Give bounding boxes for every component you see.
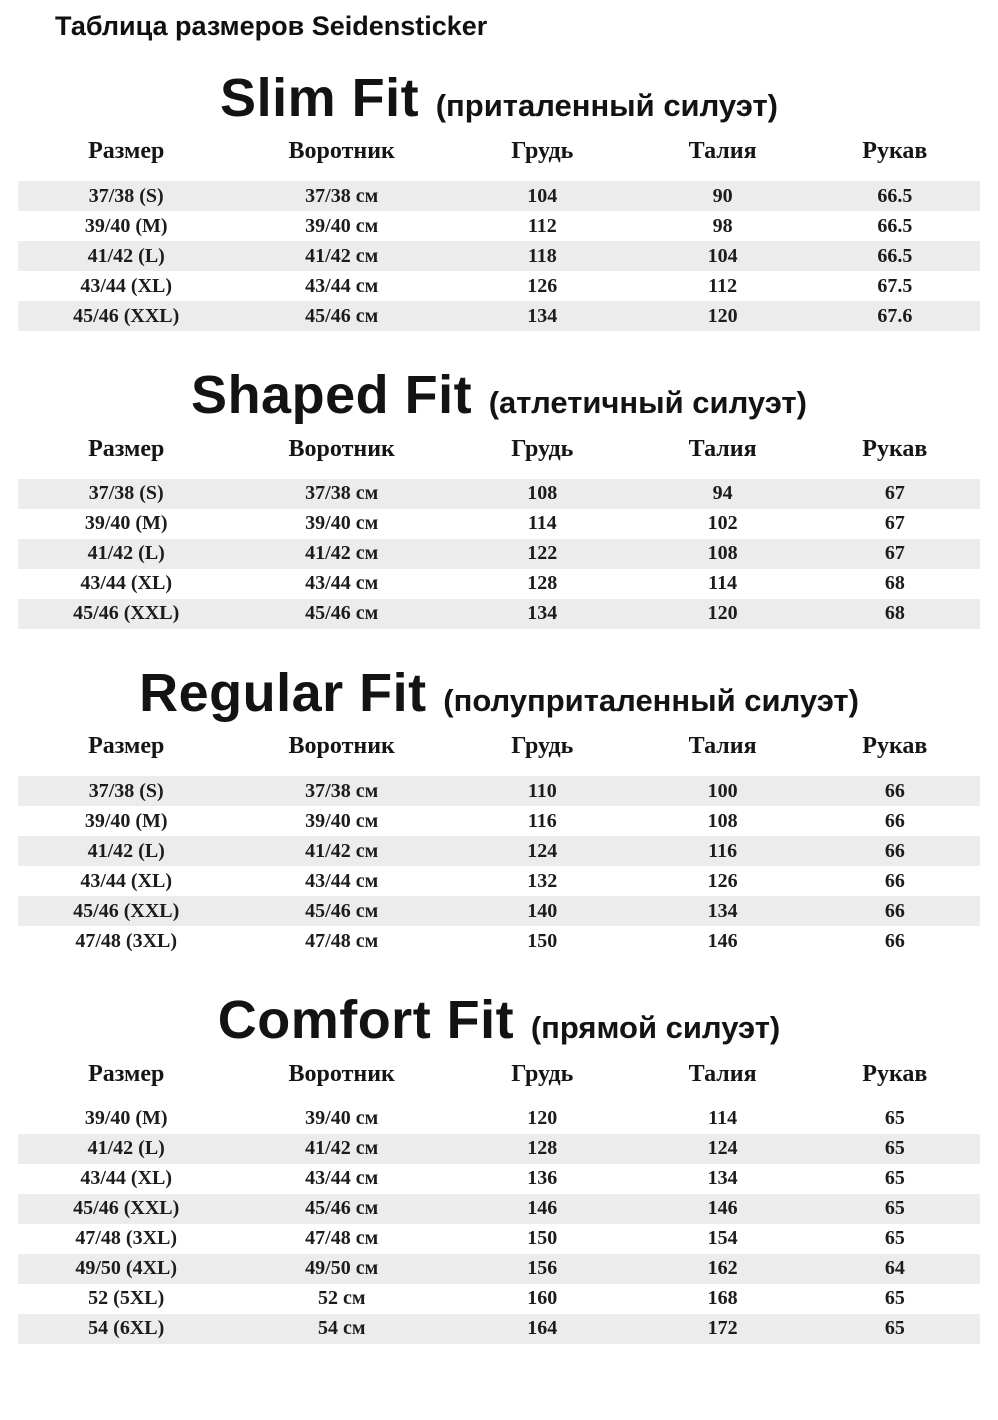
- table-row: [18, 1224, 980, 1254]
- table-row: [18, 479, 980, 509]
- cell: 162: [636, 1254, 810, 1284]
- column-header: Размер: [88, 733, 165, 760]
- section-title-en: Regular Fit: [139, 662, 427, 723]
- cell: 65: [884, 1227, 905, 1250]
- column-header: Воротник: [288, 435, 395, 462]
- cell: 43/44 (XL): [80, 1167, 173, 1190]
- fit-section-slim-fit: [0, 68, 998, 331]
- section-title-ru: (прямой силуэт): [530, 1010, 781, 1046]
- cell: 45/46 см: [234, 599, 449, 629]
- table-row: [18, 1164, 980, 1194]
- cell: 45/46 см: [234, 896, 449, 926]
- column-header: Талия: [688, 733, 757, 760]
- cell: 43/44 (XL): [80, 869, 173, 892]
- cell: 154: [707, 1227, 738, 1250]
- cell: 66: [884, 809, 905, 832]
- table-row: [18, 241, 980, 271]
- table-row: [18, 599, 980, 629]
- cell: 65: [884, 1167, 905, 1190]
- cell: 66.5: [810, 241, 980, 271]
- cell: 64: [810, 1254, 980, 1284]
- cell: 128: [449, 1134, 636, 1164]
- size-table: [18, 432, 980, 629]
- cell: 37/38 (S): [18, 181, 234, 211]
- cell: 168: [707, 1287, 738, 1310]
- cell: 41/42 см: [234, 1134, 449, 1164]
- cell: 100: [636, 776, 810, 806]
- cell: 65: [884, 1107, 905, 1130]
- table-row: [18, 926, 980, 956]
- cell: 114: [708, 1107, 738, 1130]
- cell: 146: [449, 1194, 636, 1224]
- cell: 108: [707, 809, 738, 832]
- cell: 41/42 см: [234, 539, 449, 569]
- cell: 41/42 (L): [18, 241, 234, 271]
- cell: 66: [884, 929, 905, 952]
- cell: 120: [636, 301, 810, 331]
- cell: 52 см: [317, 1287, 366, 1310]
- cell: 172: [636, 1314, 810, 1344]
- table-header-row: [18, 729, 980, 776]
- cell: 54 см: [234, 1314, 449, 1344]
- table-row: [18, 539, 980, 569]
- column-header: Грудь: [511, 435, 574, 462]
- column-header: Размер: [88, 435, 165, 462]
- table-row: [18, 1194, 980, 1224]
- cell: 39/40 (M): [84, 1107, 168, 1130]
- table-row: [18, 1254, 980, 1284]
- cell: 134: [449, 301, 636, 331]
- column-header: Талия: [688, 435, 757, 462]
- cell: 102: [707, 512, 738, 535]
- cell: 98: [712, 214, 733, 237]
- table-row: [18, 836, 980, 866]
- table-row: [18, 1134, 980, 1164]
- cell: 41/42 (L): [18, 1134, 234, 1164]
- cell: 124: [449, 836, 636, 866]
- cell: 45/46 (XXL): [18, 599, 234, 629]
- cell: 126: [707, 869, 738, 892]
- cell: 39/40 см: [305, 1107, 379, 1130]
- cell: 160: [527, 1287, 558, 1310]
- cell: 39/40 (M): [84, 809, 168, 832]
- cell: 94: [636, 479, 810, 509]
- cell: 140: [449, 896, 636, 926]
- cell: 47/48 см: [305, 929, 379, 952]
- fit-section-comfort-fit: [0, 990, 998, 1343]
- page-title: Таблица размеров Seidensticker: [55, 11, 488, 41]
- section-title-ru: (атлетичный силуэт): [488, 385, 807, 421]
- column-header: Грудь: [511, 138, 574, 165]
- cell: 49/50 см: [234, 1254, 449, 1284]
- cell: 65: [810, 1194, 980, 1224]
- section-title: [0, 990, 998, 1050]
- cell: 112: [708, 274, 738, 297]
- column-header: Рукав: [862, 435, 928, 462]
- cell: 66: [810, 836, 980, 866]
- table-header-row: [18, 1057, 980, 1104]
- cell: 37/38 см: [234, 776, 449, 806]
- column-header: Воротник: [288, 1060, 395, 1087]
- cell: 37/38 см: [234, 479, 449, 509]
- size-table: [18, 1057, 980, 1344]
- cell: 67: [884, 512, 905, 535]
- cell: 45/46 см: [234, 301, 449, 331]
- cell: 108: [449, 479, 636, 509]
- cell: 146: [707, 929, 738, 952]
- cell: 124: [636, 1134, 810, 1164]
- cell: 67.6: [810, 301, 980, 331]
- cell: 134: [636, 896, 810, 926]
- section-title-en: Comfort Fit: [217, 990, 515, 1051]
- cell: 120: [527, 1107, 558, 1130]
- table-body: [18, 1104, 980, 1344]
- size-table: [18, 729, 980, 956]
- cell: 45/46 см: [234, 1194, 449, 1224]
- cell: 120: [636, 599, 810, 629]
- cell: 104: [449, 181, 636, 211]
- cell: 90: [636, 181, 810, 211]
- cell: 43/44 (XL): [80, 274, 173, 297]
- column-header: Рукав: [862, 138, 928, 165]
- cell: 150: [527, 1227, 558, 1250]
- cell: 47/48 см: [305, 1227, 379, 1250]
- column-header: Грудь: [511, 1060, 574, 1087]
- column-header: Воротник: [288, 733, 395, 760]
- cell: 116: [527, 809, 557, 832]
- cell: 66.5: [810, 181, 980, 211]
- column-header: Размер: [88, 138, 165, 165]
- table-row: [18, 896, 980, 926]
- cell: 136: [527, 1167, 558, 1190]
- cell: 126: [527, 274, 558, 297]
- section-title: [0, 663, 998, 723]
- column-header: Рукав: [862, 1060, 928, 1087]
- cell: 150: [527, 929, 558, 952]
- cell: 132: [527, 869, 558, 892]
- cell: 47/48 (3XL): [75, 929, 178, 952]
- cell: 43/44 (XL): [80, 572, 173, 595]
- cell: 65: [810, 1314, 980, 1344]
- table-row: [18, 806, 980, 836]
- table-body: [18, 181, 980, 331]
- table-row: [18, 1104, 980, 1134]
- cell: 37/38 (S): [18, 479, 234, 509]
- table-row: [18, 211, 980, 241]
- cell: 65: [810, 1134, 980, 1164]
- cell: 108: [636, 539, 810, 569]
- cell: 45/46 (XXL): [18, 301, 234, 331]
- column-header: Воротник: [288, 138, 395, 165]
- cell: 67: [810, 539, 980, 569]
- cell: 54 (6XL): [18, 1314, 234, 1344]
- cell: 39/40 см: [305, 512, 379, 535]
- cell: 66: [810, 776, 980, 806]
- column-header: Размер: [88, 1060, 165, 1087]
- cell: 156: [449, 1254, 636, 1284]
- cell: 116: [636, 836, 810, 866]
- cell: 41/42 (L): [18, 539, 234, 569]
- cell: 39/40 (M): [84, 214, 168, 237]
- cell: 134: [707, 1167, 738, 1190]
- cell: 66: [884, 869, 905, 892]
- cell: 112: [527, 214, 557, 237]
- cell: 43/44 см: [305, 1167, 379, 1190]
- section-title: [0, 68, 998, 128]
- table-row: [18, 301, 980, 331]
- cell: 37/38 см: [234, 181, 449, 211]
- cell: 49/50 (4XL): [18, 1254, 234, 1284]
- table-row: [18, 776, 980, 806]
- cell: 41/42 (L): [18, 836, 234, 866]
- size-chart-page: [0, 12, 998, 1344]
- cell: 110: [449, 776, 636, 806]
- section-title-en: Shaped Fit: [191, 365, 473, 426]
- cell: 68: [810, 599, 980, 629]
- table-row: [18, 866, 980, 896]
- cell: 39/40 см: [305, 214, 379, 237]
- table-header-row: [18, 134, 980, 181]
- sections-container: [0, 68, 998, 1344]
- cell: 37/38 (S): [18, 776, 234, 806]
- cell: 104: [636, 241, 810, 271]
- table-row: [18, 1314, 980, 1344]
- column-header: Грудь: [511, 733, 574, 760]
- table-body: [18, 479, 980, 629]
- cell: 68: [884, 572, 905, 595]
- table-row: [18, 271, 980, 301]
- section-title-ru: (приталенный силуэт): [435, 87, 778, 123]
- cell: 41/42 см: [234, 836, 449, 866]
- table-row: [18, 509, 980, 539]
- table-row: [18, 1284, 980, 1314]
- section-title-en: Slim Fit: [220, 67, 420, 128]
- cell: 65: [884, 1287, 905, 1310]
- cell: 114: [708, 572, 738, 595]
- cell: 128: [527, 572, 558, 595]
- table-row: [18, 569, 980, 599]
- section-title: [0, 365, 998, 425]
- cell: 122: [449, 539, 636, 569]
- column-header: Талия: [688, 138, 757, 165]
- table-body: [18, 776, 980, 956]
- cell: 47/48 (3XL): [75, 1227, 178, 1250]
- table-row: [18, 181, 980, 211]
- cell: 146: [636, 1194, 810, 1224]
- cell: 67.5: [877, 274, 913, 297]
- fit-section-regular-fit: [0, 663, 998, 956]
- size-table: [18, 134, 980, 331]
- cell: 45/46 (XXL): [18, 1194, 234, 1224]
- cell: 39/40 (M): [84, 512, 168, 535]
- cell: 114: [527, 512, 557, 535]
- cell: 43/44 см: [305, 274, 379, 297]
- table-header-row: [18, 432, 980, 479]
- cell: 43/44 см: [305, 572, 379, 595]
- cell: 39/40 см: [305, 809, 379, 832]
- cell: 67: [810, 479, 980, 509]
- cell: 164: [449, 1314, 636, 1344]
- cell: 66: [810, 896, 980, 926]
- cell: 66.5: [877, 214, 913, 237]
- cell: 41/42 см: [234, 241, 449, 271]
- column-header: Рукав: [862, 733, 928, 760]
- cell: 45/46 (XXL): [18, 896, 234, 926]
- section-title-ru: (полуприталенный силуэт): [443, 682, 859, 718]
- column-header: Талия: [688, 1060, 757, 1087]
- cell: 118: [449, 241, 636, 271]
- fit-section-shaped-fit: [0, 365, 998, 628]
- cell: 43/44 см: [305, 869, 379, 892]
- cell: 134: [449, 599, 636, 629]
- cell: 52 (5XL): [88, 1287, 165, 1310]
